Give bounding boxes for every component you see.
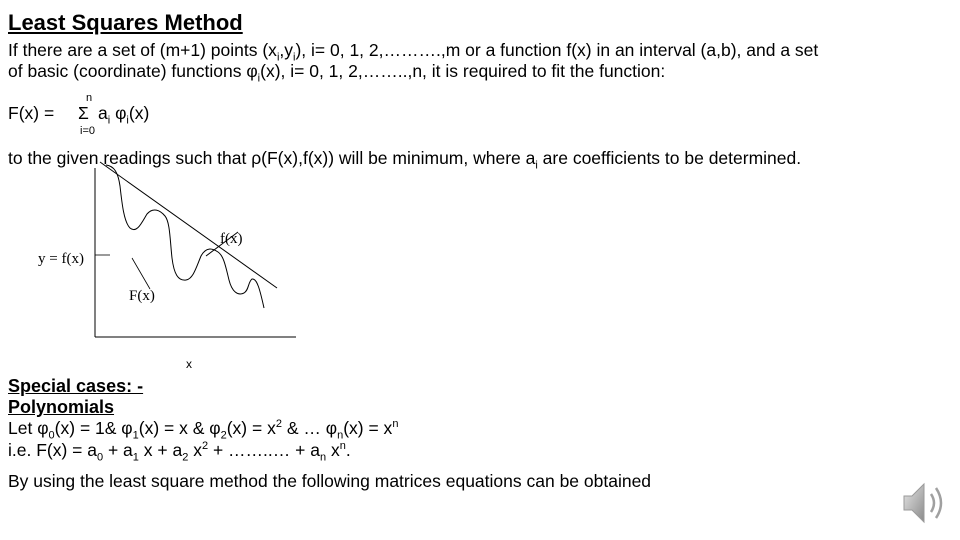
polynomial-expansion-line: i.e. $F(x) = a_0 + a_1$ $x + a_2$ $x^2$ + ……..… + $a_n$ $x^n$. [8,440,351,464]
let-basis-line: Let $\varphi_0(x)$ = 1& $\varphi_1(x) = x$ & $\varphi_2(x) = x^2$ & … $\varphi_n(x) = x^n$ [8,418,399,442]
polynomials-heading: Polynomials [8,397,115,417]
label-F-of-x: F(x) [129,288,155,304]
label-x-axis: x [186,357,192,371]
special-cases-heading: Special cases: - [8,376,144,396]
speaker-icon[interactable] [898,478,952,528]
intro-line-1: If there are a set of (m+1) points $(x_i,y_i)$, i= 0, 1, 2,……….,m or a function f(x) in an interval (a,b), and a set [8,40,819,64]
closing-sentence: By using the least square method the following matrices equations can be obtained [8,471,652,491]
intro-line-2: of basic (coordinate) functions $\varphi_i(x)$, i= 0, 1, 2,……..,n, it is required to fit the function: [8,61,666,85]
label-f-of-x: f(x) [220,231,243,247]
formula-lhs: F(x) = [8,103,55,123]
slide-title: Least Squares Method [8,10,243,35]
sigma-lower-limit: i=0 [80,125,95,137]
sigma-symbol: Σ [78,103,89,123]
label-y-equals-f-of-x: y = f(x) [38,251,84,267]
Fx-pointer-line [132,258,150,289]
sigma-upper-limit: n [86,92,93,104]
fit-line-F [100,162,277,288]
formula-term: $a_i$ $\varphi_i(x)$ [98,103,150,127]
condition-line: to the given readings such that ρ(F(x),f(x)) will be minimum, where $a_i$ are coefficients to be determined. [8,148,802,172]
